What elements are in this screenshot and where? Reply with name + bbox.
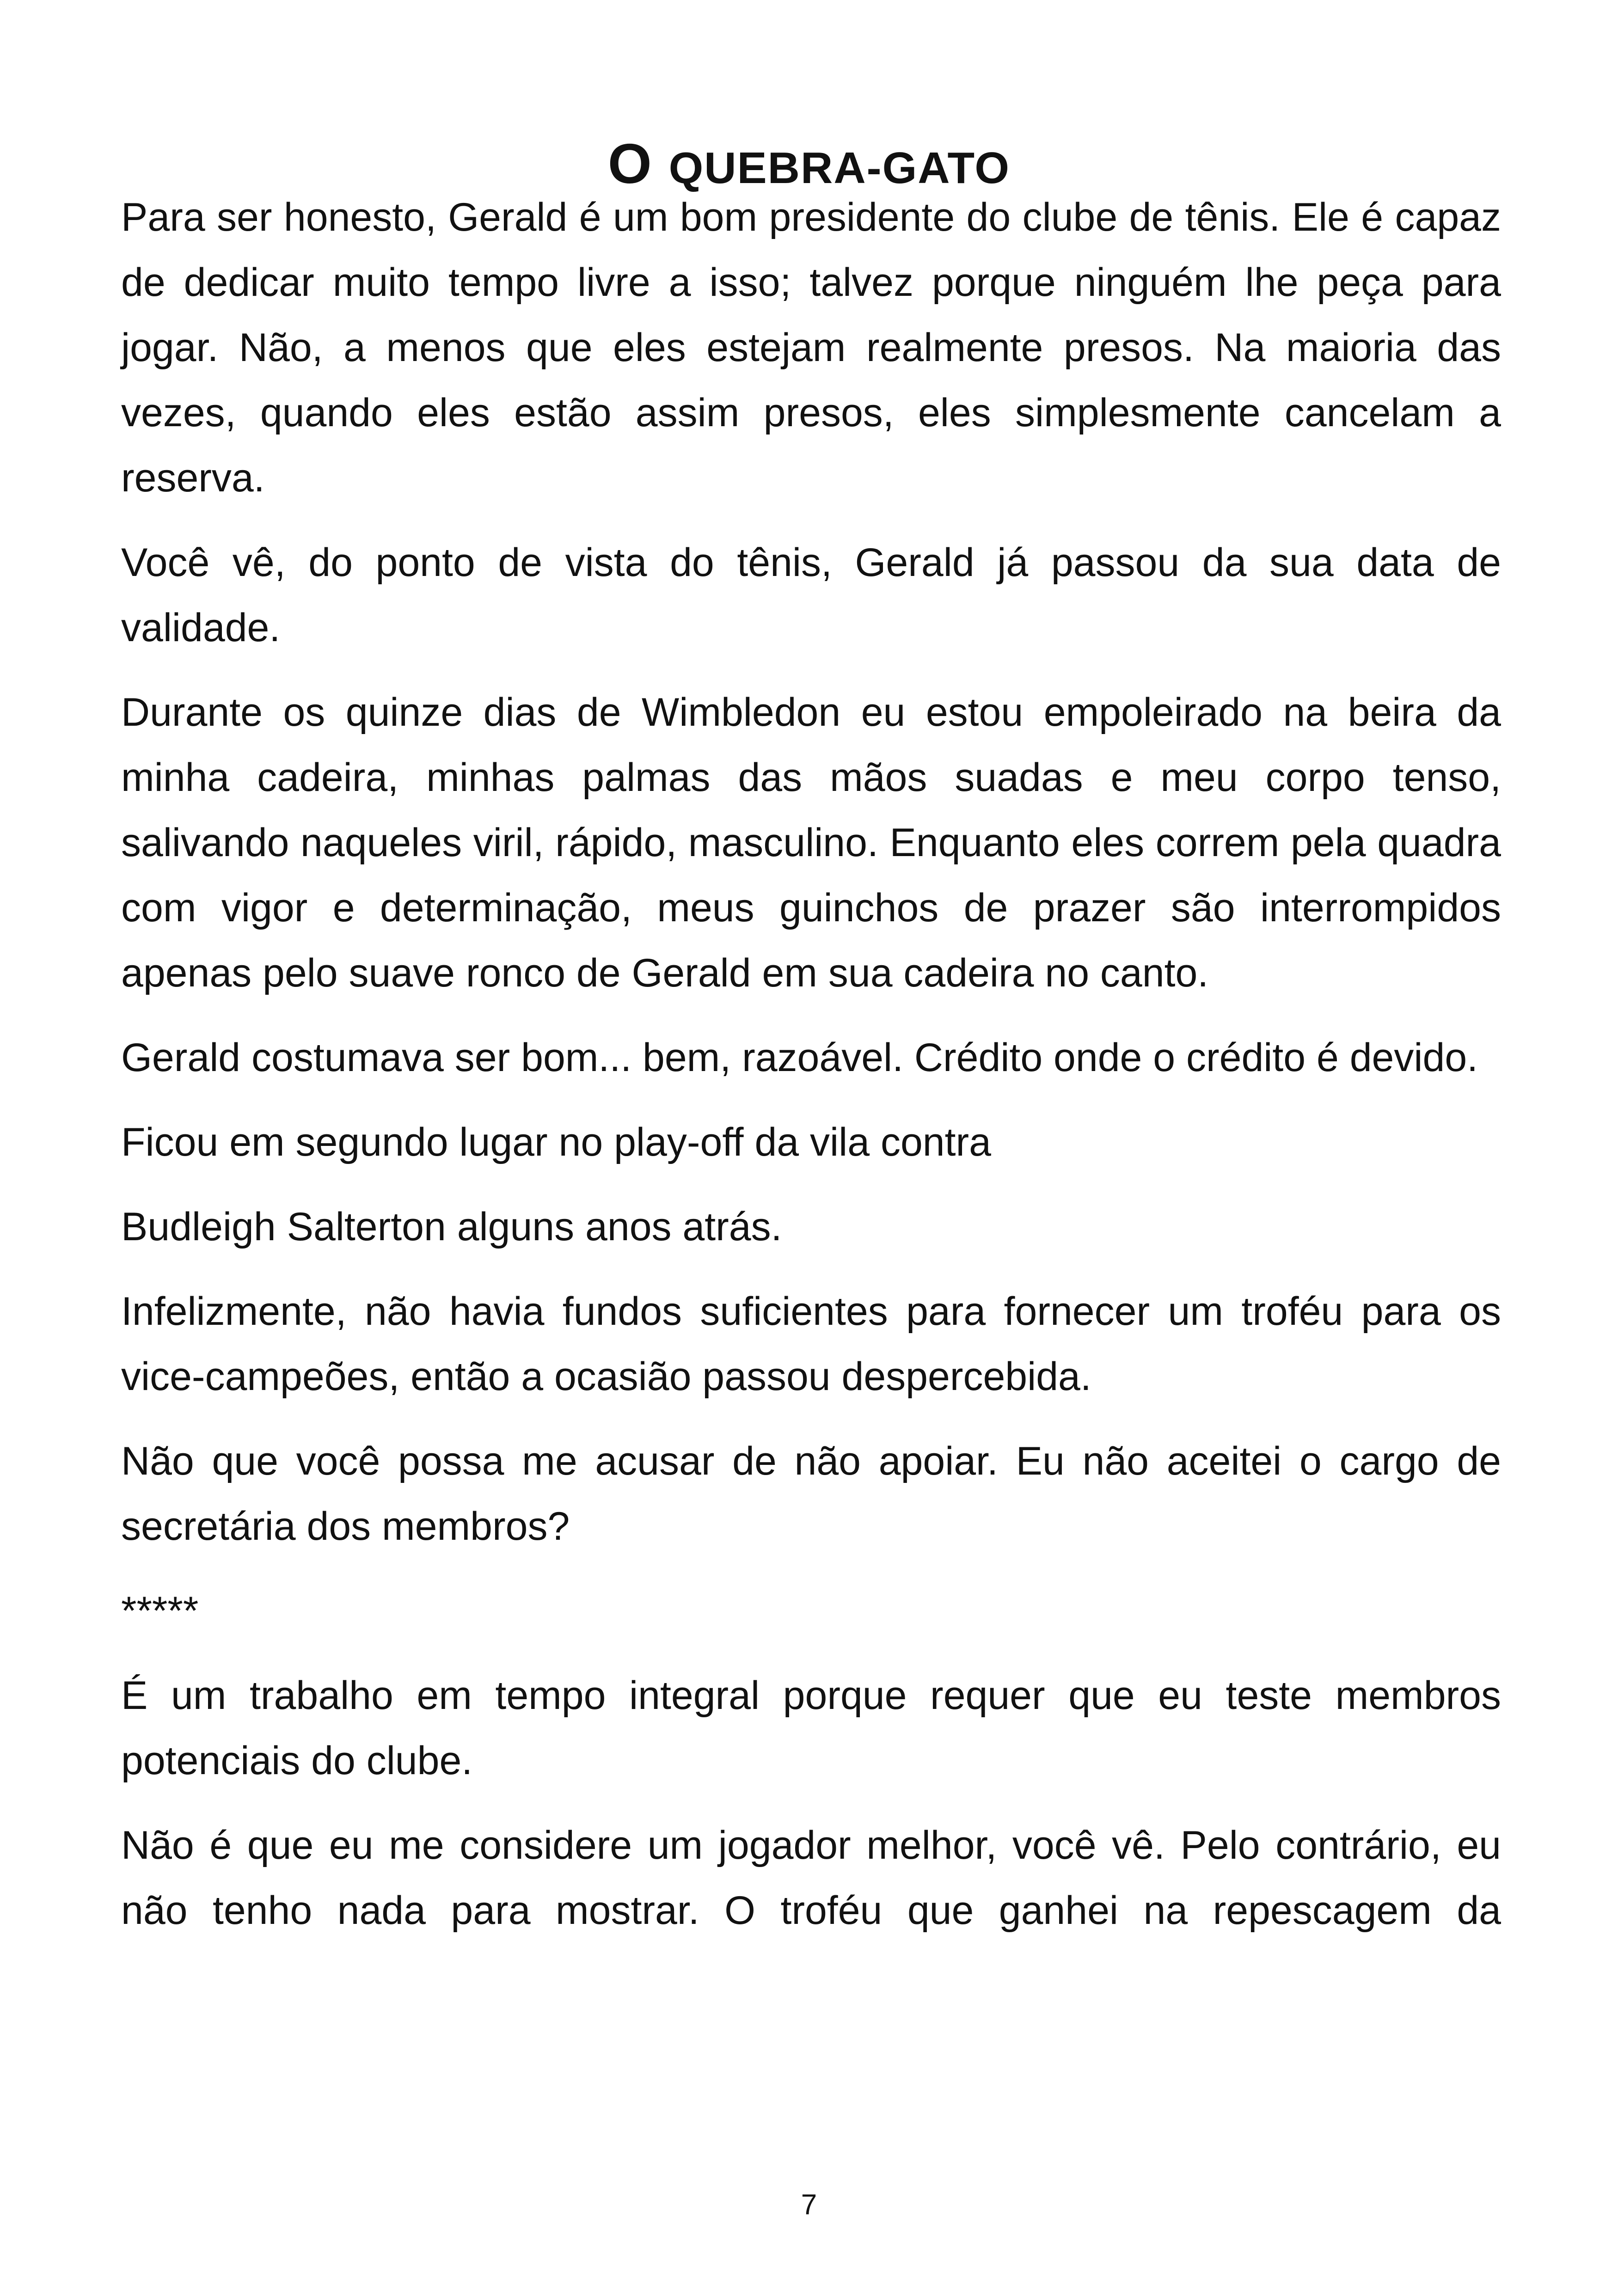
paragraph: Não é que eu me considere um jogador melhor, você vê. Pelo contrário, eu não tenho nada para mostrar. O troféu que ganhei na repescagem da — [121, 1823, 1501, 1933]
paragraph: Para ser honesto, Gerald é um bom presidente do clube de tênis. Ele é capaz de dedicar muito tempo livre a isso; talvez porque ninguém lhe peça para jogar. Não, a menos que eles estejam realmente presos. Na maioria das vezes, quando eles estão assim presos, eles simplesmente cancelam a reserva. — [121, 195, 1501, 500]
paragraph: Infelizmente, não havia fundos suficientes para fornecer um troféu para os vice-campeões, então a ocasião passou despercebida. — [121, 1289, 1501, 1399]
paragraph: Budleigh Salterton alguns anos atrás. — [121, 1205, 782, 1249]
page-number: 7 — [801, 2189, 817, 2221]
paragraph: Não que você possa me acusar de não apoiar. Eu não aceitei o cargo de secretária dos membros? — [121, 1439, 1501, 1549]
scene-break: ***** — [121, 1589, 199, 1633]
chapter-title-initial: O — [607, 132, 653, 196]
paragraph: Durante os quinze dias de Wimbledon eu estou empoleirado na beira da minha cadeira, minhas palmas das mãos suadas e meu corpo tenso, salivando naqueles viril, rápido, masculino. Enquanto eles correm pela quadra com vigor e determinação, meus guinchos de prazer são interrompidos apenas pelo suave ronco de Gerald em sua cadeira no canto. — [121, 690, 1501, 995]
paragraph: Gerald costumava ser bom... bem, razoável. Crédito onde o crédito é devido. — [121, 1035, 1478, 1080]
chapter-title-rest: QUEBRA-GATO — [668, 143, 1011, 193]
paragraph: É um trabalho em tempo integral porque requer que eu teste membros potenciais do clube. — [121, 1673, 1501, 1783]
body-text — [121, 185, 1501, 1963]
paragraph: Ficou em segundo lugar no play-off da vila contra — [121, 1120, 991, 1164]
paragraph: Você vê, do ponto de vista do tênis, Gerald já passou da sua data de validade. — [121, 540, 1501, 650]
